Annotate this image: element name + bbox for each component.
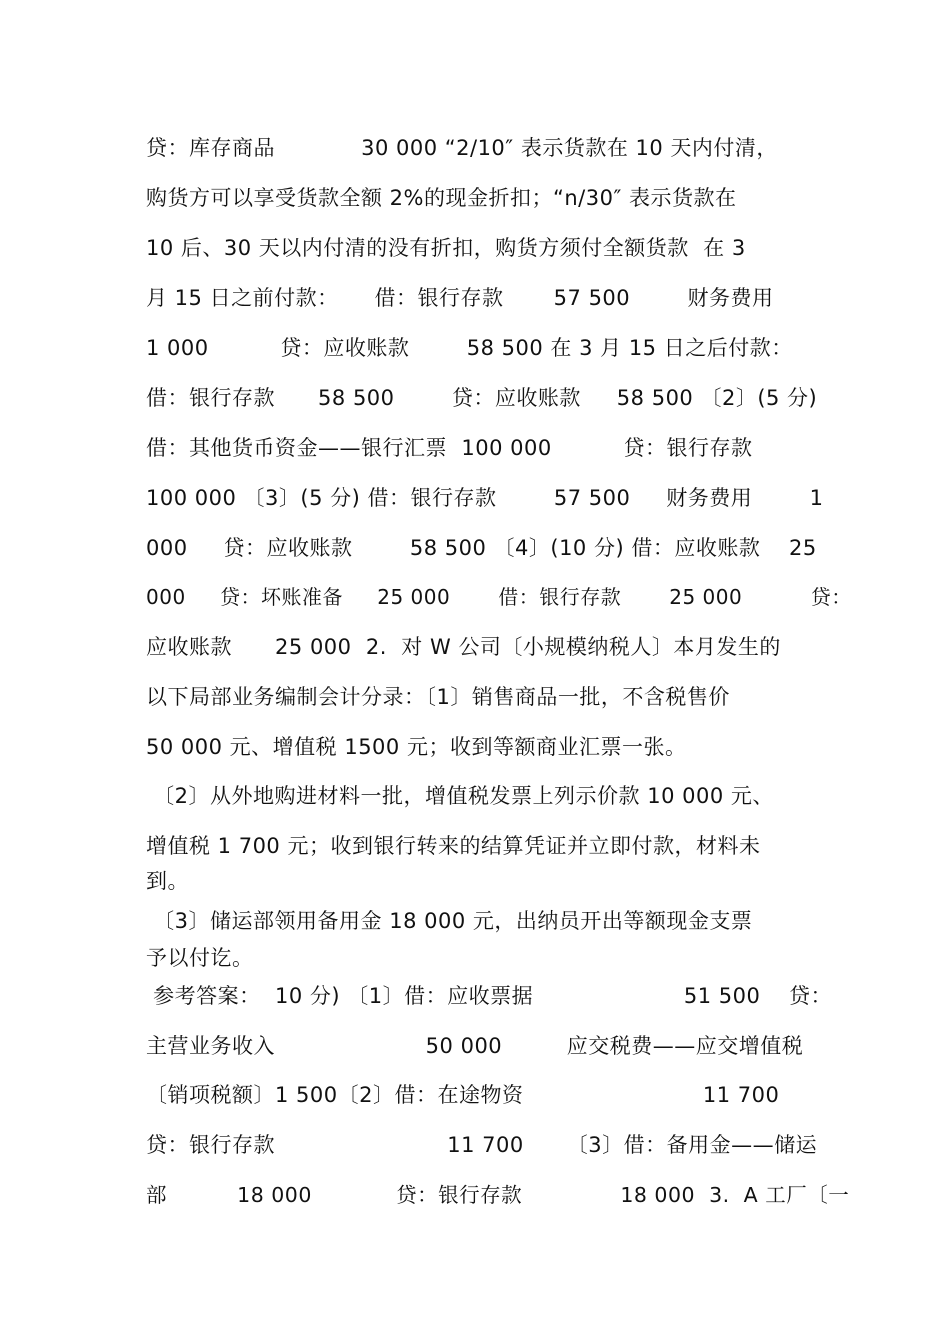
text-line: 100 000 〔3〕(5 分) 借：银行存款 57 500 财务费用 1 <box>146 486 824 510</box>
text-line: 借：其他货币资金——银行汇票 100 000 贷：银行存款 <box>146 436 753 460</box>
text-line: 购货方可以享受货款全额 2%的现金折扣；“n/30″ 表示货款在 <box>146 186 737 210</box>
text-line: 以下局部业务编制会计分录：〔1〕销售商品一批，不含税售价 <box>146 685 730 709</box>
text-line: 000 贷：坏账准备 25 000 借：银行存款 25 000 贷： <box>146 585 852 609</box>
text-line: 贷：银行存款 11 700 〔3〕借：备用金——储运 <box>146 1133 818 1157</box>
text-line: 〔3〕储运部领用备用金 18 000 元，出纳员开出等额现金支票 <box>146 909 753 933</box>
text-line: 10 后、30 天以内付清的没有折扣，购货方须付全额货款 在 3 <box>146 236 746 260</box>
text-line: 增值税 1 700 元；收到银行转来的结算凭证并立即付款，材料未 <box>146 834 761 858</box>
text-line: 参考答案： 10 分) 〔1〕借：应收票据 51 500 贷： <box>146 984 833 1008</box>
text-line: 主营业务收入 50 000 应交税费——应交增值税 <box>146 1034 804 1058</box>
text-line: 〔销项税额〕1 500〔2〕借：在途物资 11 700 <box>146 1083 780 1107</box>
text-line: 部 18 000 贷：银行存款 18 000 3. A 工厂〔一 <box>146 1183 850 1207</box>
text-line: 〔2〕从外地购进材料一批，增值税发票上列示价款 10 000 元、 <box>146 784 774 808</box>
text-line: 借：银行存款 58 500 贷：应收账款 58 500 〔2〕(5 分) <box>146 386 818 410</box>
text-line: 到。 <box>146 869 189 893</box>
text-line: 应收账款 25 000 2. 对 W 公司〔小规模纳税人〕本月发生的 <box>146 635 781 659</box>
text-line: 000 贷：应收账款 58 500 〔4〕(10 分) 借：应收账款 25 <box>146 536 817 560</box>
text-line: 1 000 贷：应收账款 58 500 在 3 月 15 日之后付款： <box>146 336 793 360</box>
text-line: 贷：库存商品 30 000 “2/10″ 表示货款在 10 天内付清， <box>146 136 778 160</box>
text-line: 50 000 元、增值税 1500 元；收到等额商业汇票一张。 <box>146 735 687 759</box>
text-line: 月 15 日之前付款： 借：银行存款 57 500 财务费用 <box>146 286 774 310</box>
text-line: 予以付讫。 <box>146 946 254 970</box>
